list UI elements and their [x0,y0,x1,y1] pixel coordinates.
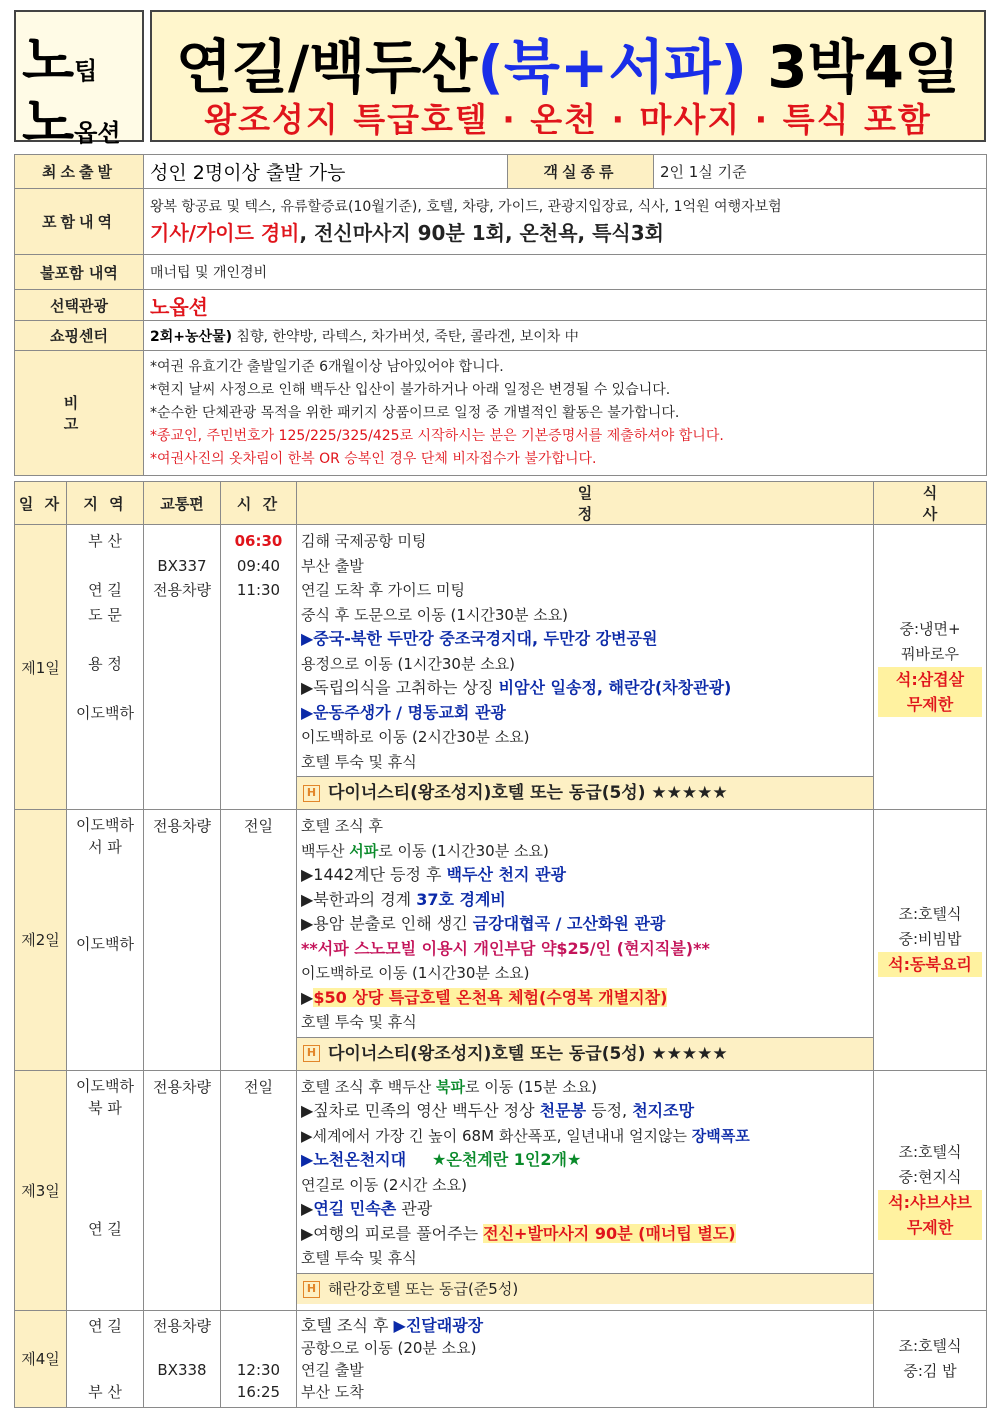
day4-schedule: 호텔 조식 후 ▶진달래광장 공항으로 이동 (20분 소요) 연길 출발 부산 도착 [297,1310,874,1407]
day3-regions: 이도백하 북 파 연 길 [67,1070,144,1310]
day1-hotel: H 다이너스티(왕조성지)호텔 또는 동급(5성) ★★★★★ [297,776,873,809]
title-banner [150,10,986,142]
shop-label: 쇼핑센터 [15,321,144,351]
day2-meals: 조:호텔식 중:비빔밥 석:동북요리 [874,810,987,1071]
excl-label: 불포함 내역 [15,255,144,290]
room-value: 2인 1실 기준 [654,155,987,189]
itinerary-header-row [15,482,987,525]
day2-label: 제2일 [15,810,67,1071]
header-day: 일 자 [15,482,67,525]
info-row-excl [15,255,987,290]
day4-regions: 연 길 부 산 [67,1310,144,1407]
incl-line2: 기사/가이드 경비, 전신마사지 90분 1회, 온천욕, 특식3회 [150,220,664,245]
day4-times: 12:30 16:25 [221,1310,297,1407]
incl-label: 포함내역 [15,189,144,255]
note-3: *순수한 단체관광 목적을 위한 패키지 상품이므로 일정 중 개별적인 활동은 불가합니다. [150,404,680,421]
notes [144,351,987,476]
hotel-icon: H [303,785,320,802]
info-row-incl [15,189,987,255]
page-title: 연길/백두산(북+서파) 3박4일 [176,33,960,101]
day2-time: 전일 [221,810,297,1071]
info-row-min [15,155,987,189]
note-5: *여권사진의 옷차림이 한복 OR 승복인 경우 단체 비자접수가 불가합니다. [150,450,597,467]
day1-meals: 중:냉면+ 꿔바로우 석:삼겹살 무제한 [874,525,987,810]
day4-row [15,1310,987,1407]
day2-row [15,810,987,1071]
day3-hotel: H 해란강호텔 또는 동급(준5성) [297,1273,873,1304]
day3-transport: 전용차량 [144,1070,221,1310]
excl-value: 매너팁 및 개인경비 [144,255,987,290]
day4-transport: 전용차량 BX338 [144,1310,221,1407]
room-label: 객실종류 [508,155,654,189]
day2-regions: 이도백하 서 파 이도백하 [67,810,144,1071]
min-value: 성인 2명이상 출발 가능 [144,155,508,189]
day3-meals: 조:호텔식 중:현지식 석:샤브샤브 무제한 [874,1070,987,1310]
info-table [14,154,987,476]
hotel-icon: H [303,1281,320,1298]
day3-row [15,1070,987,1310]
header-region: 지 역 [67,482,144,525]
incl-line1: 왕복 항공료 및 텍스, 유류할증료(10월기준), 호텔, 차량, 가이드, 관광지입장료, 식사, 1억원 여행자보험 [150,198,782,215]
day1-times: 06:30 09:40 11:30 [221,525,297,810]
day1-row [15,525,987,810]
day3-schedule: 호텔 조식 후 백두산 북파로 이동 (15분 소요) ▶짚차로 민족의 영산 백두산 정상 천문봉 등정, 천지조망 ▶세계에서 가장 긴 높이 68M 화산폭포, 일년내내 얼지않는 장백폭포 ▶노천온천지대 ★온천계란 1인2개★ 연길로 이동 (2시간 소요) ▶연길 민속촌 관광 ▶여행의 피로를 풀어주는 전신+발마사지 90분 (매너팁 별도) 호텔 투숙 및 휴식 H 해란강호텔 또는 동급(준5성) [297,1070,874,1310]
info-row-notes [15,351,987,476]
day2-schedule: 호텔 조식 후 백두산 서파로 이동 (1시간30분 소요) ▶1442계단 등정 후 백두산 천지 관광 ▶북한과의 경계 37호 경계비 ▶용암 분출로 인해 생긴 금강대협곡 / 고산화원 관광 **서파 스노모빌 이용시 개인부담 약$25/인 (현지직불)** 이도백하로 이동 (1시간30분 소요) ▶$50 상당 특급호텔 온천욕 체험(수영복 개별지참) 호텔 투숙 및 휴식 H 다이너스티(왕조성지)호텔 또는 동급(5성) ★★★★★ [297,810,874,1071]
day1-transport: BX337 전용차량 [144,525,221,810]
day4-label: 제4일 [15,1310,67,1407]
day1-regions: 부 산 연 길 도 문 용 정 이도백하 [67,525,144,810]
header-meal: 식 사 [874,482,987,525]
header-time: 시 간 [221,482,297,525]
day3-time: 전일 [221,1070,297,1310]
day1-label: 제1일 [15,525,67,810]
shop-value: 2회+농산물) 침향, 한약방, 라텍스, 차가버섯, 죽탄, 콜라겐, 보이차 中 [144,321,987,351]
header-schedule: 일 정 [297,482,874,525]
incl-value [144,189,987,255]
logo [14,10,144,154]
info-row-shop [15,321,987,351]
logo-line1: 노팁 [22,29,98,92]
day3-label: 제3일 [15,1070,67,1310]
opt-label: 선택관광 [15,290,144,321]
note-2: *현지 날씨 사정으로 인해 백두산 입산이 불가하거나 아래 일정은 변경될 수 있습니다. [150,381,671,398]
day2-transport: 전용차량 [144,810,221,1071]
note-4: *종교인, 주민번호가 125/225/325/425로 시작하시는 분은 기본증명서를 제출하셔야 합니다. [150,427,724,444]
page-subtitle: 왕조성지 특급호텔 · 온천 · 마사지 · 특식 포함 [204,100,932,139]
day4-meals: 조:호텔식 중:김 밥 [874,1310,987,1407]
hotel-icon: H [303,1045,320,1062]
min-label: 최소출발 [15,155,144,189]
day2-hotel: H 다이너스티(왕조성지)호텔 또는 동급(5성) ★★★★★ [297,1037,873,1070]
note-label: 비 고 [15,351,144,476]
opt-value: 노옵션 [144,290,987,321]
itinerary-table [14,481,987,1408]
day1-schedule: 김해 국제공항 미팅 부산 출발 연길 도착 후 가이드 미팅 중식 후 도문으로 이동 (1시간30분 소요) ▶중국-북한 두만강 중조국경지대, 두만강 강변공원 용정으로 이동 (1시간30분 소요) ▶독립의식을 고취하는 상징 비암산 일송정, 해란강(차창관광) ▶운동주생가 / 명동교회 관광 이도백하로 이동 (2시간30분 소요) 호텔 투숙 및 휴식 H 다이너스티(왕조성지)호텔 또는 동급(5성) ★★★★★ [297,525,874,810]
header-transport: 교통편 [144,482,221,525]
note-1: *여권 유효기간 출발일기준 6개월이상 남아있어야 합니다. [150,358,504,375]
info-row-opt [15,290,987,321]
logo-line2: 노옵션 [22,91,121,154]
